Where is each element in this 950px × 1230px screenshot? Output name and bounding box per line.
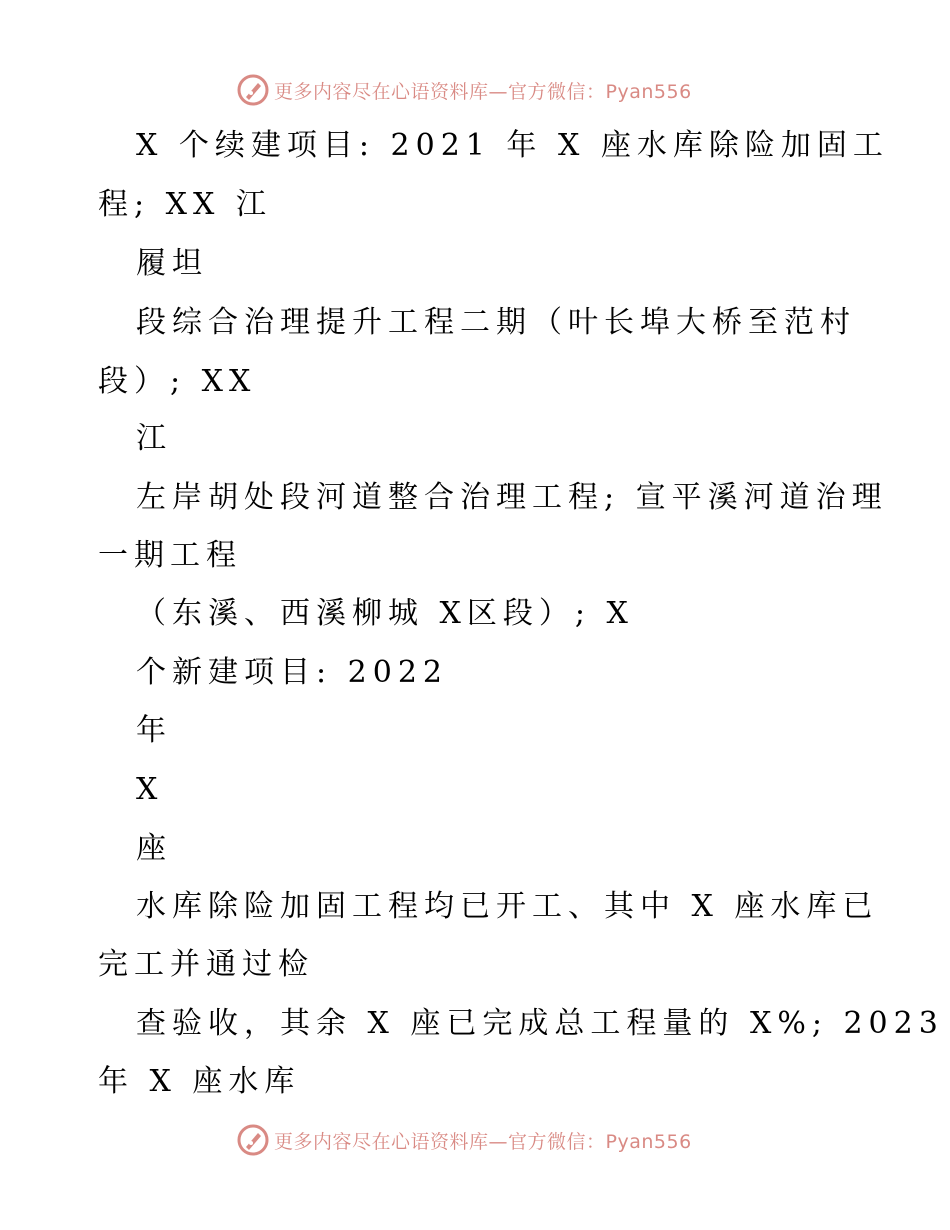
body-line: 年 X 座水库: [98, 1064, 301, 1099]
body-line: 江: [136, 421, 172, 456]
body-line: 程; XX 江: [98, 187, 272, 222]
body-line: 年: [136, 713, 172, 748]
pen-nib-logo-icon: [236, 1123, 270, 1157]
body-line: 查验收，其余 X 座已完成总工程量的 X%; 2023: [136, 1006, 944, 1041]
body-line: 段）; XX: [98, 364, 257, 399]
body-line: 履坦: [136, 246, 208, 281]
body-line: 个新建项目: 2022: [136, 655, 448, 690]
body-line: 一期工程: [98, 538, 242, 573]
body-line: 水库除险加固工程均已开工、其中 X 座水库已: [136, 889, 879, 924]
watermark-text: 更多内容尽在心语资料库—官方微信：Pyan556: [274, 80, 692, 103]
body-line: X 个续建项目: 2021 年 X 座水库除险加固工: [136, 128, 889, 163]
body-line: 座: [136, 831, 172, 866]
body-line: 完工并通过检: [98, 947, 314, 982]
body-line: （东溪、西溪柳城 X区段）; X: [136, 596, 634, 631]
footer-watermark: [236, 1122, 692, 1158]
body-line: 左岸胡处段河道整合治理工程; 宣平溪河道治理: [136, 480, 888, 515]
watermark-text: 更多内容尽在心语资料库—官方微信：Pyan556: [274, 1130, 692, 1153]
body-line: X: [136, 772, 164, 807]
body-line: 段综合治理提升工程二期（叶长埠大桥至范村: [136, 305, 856, 340]
